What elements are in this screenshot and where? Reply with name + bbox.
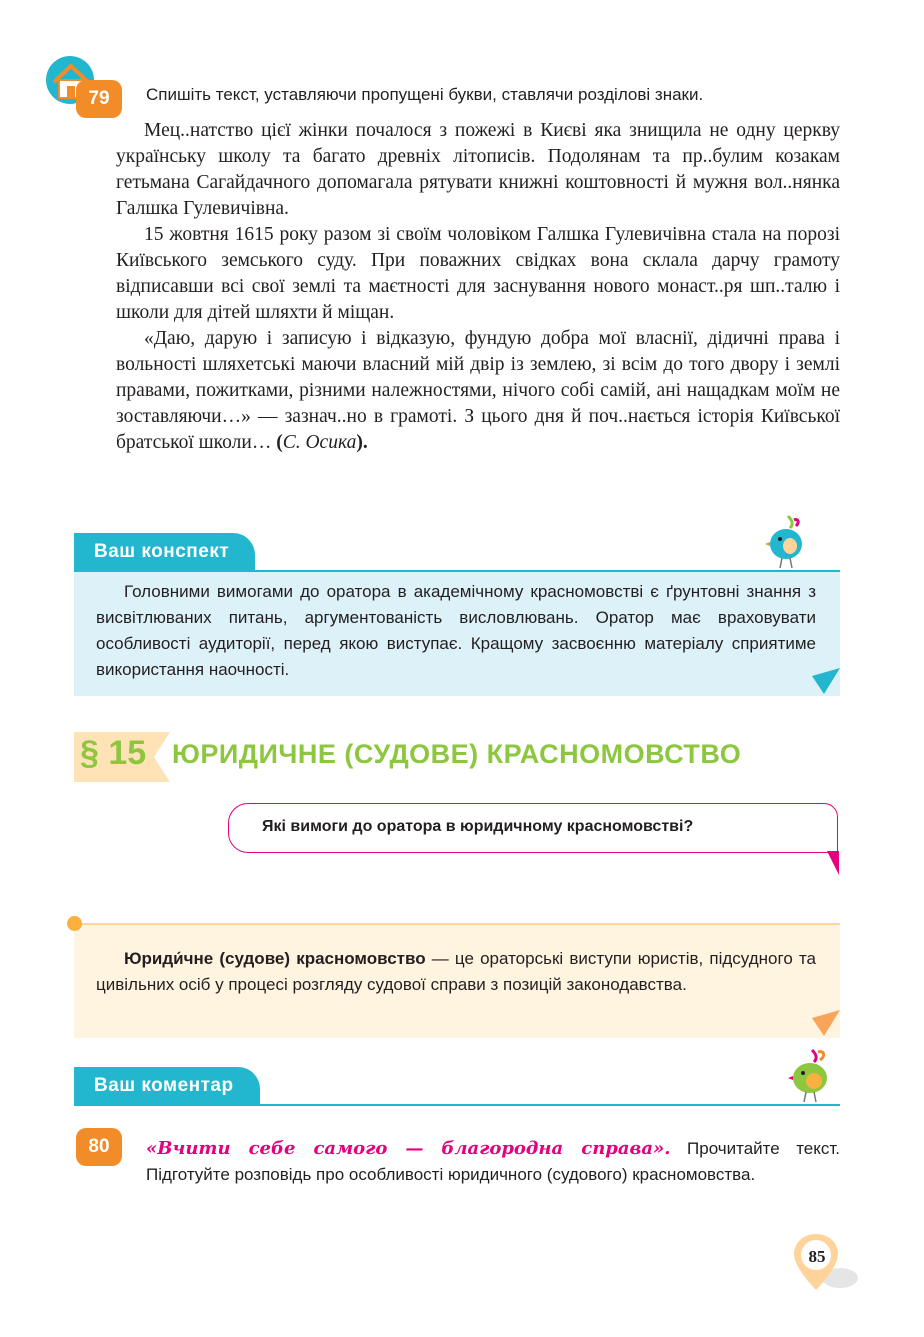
section-number: § 15 xyxy=(80,734,147,772)
komentar-line xyxy=(74,1104,840,1106)
exercise-task xyxy=(146,1136,840,1188)
question-text: Які вимоги до оратора в юридичному красномовстві? xyxy=(262,818,694,835)
corner-fold xyxy=(812,1010,840,1036)
definition-term: Юриди́чне (судове) красномовство xyxy=(124,949,426,968)
page-number: 85 xyxy=(808,1247,826,1266)
konspekt-text xyxy=(96,579,816,683)
source-close: ). xyxy=(356,432,368,453)
exercise-task: Спишіть текст, уставляючи пропущені букви, ставлячи розділові знаки. xyxy=(146,85,704,104)
exercise-quote: «Вчити себе самого — благородна справа». xyxy=(146,1138,671,1159)
section-title: ЮРИДИЧНЕ (СУДОВЕ) КРАСНОМОВСТВО xyxy=(172,739,742,769)
exercise-instructions: Прочитайте текст. Підготуйте розповідь про особливості юридичного (судового) красномовства. xyxy=(146,1139,841,1184)
komentar-tab: Ваш коментар xyxy=(74,1067,260,1105)
text-paragraph: Мец..натство цієї жінки почалося з пожежі в Києві яка знищила не одну церкву українську школу та багато древніх літописів. Подолянам та пр..булим козакам гетьмана Сагайдачного допомагала рятувати книжні коштовності й мужня вол..нянка Галшка Гулевичівна. xyxy=(116,120,840,219)
source-open: ( xyxy=(271,432,283,453)
source-author: С. Осика xyxy=(282,432,357,453)
quote-text: «Даю, дарую і записую і відказую, фундую добра мої власнії, дідичні права і вольності шляхетські маючи власний мій двір із землею, зі всім до того двору і землі правами, пожитками, різними належностями, нічого собі самій, ані нащадкам моїм не зоставляючи…» — зазнач..но в грамоті. З цього дня й поч..нається історія Київської братської школи… xyxy=(116,328,840,453)
konspekt-tab: Ваш конспект xyxy=(74,533,255,571)
definition-text xyxy=(96,946,816,998)
exercise-number-badge: 79 xyxy=(76,80,122,118)
bird-icon xyxy=(764,512,808,570)
definition-body: — це ораторські виступи юристів, підсудного та цивільних осіб у процесі розгляду судової справи з позицій законодавства. xyxy=(96,949,816,994)
bird-icon xyxy=(786,1046,836,1104)
exercise-number-badge: 80 xyxy=(76,1128,122,1166)
bubble-tail xyxy=(827,851,839,875)
corner-fold xyxy=(812,668,840,694)
konspekt-paragraph: Головними вимогами до оратора в академічному красномовстві є ґрунтовні знання з висвітлюваних питань, аргументованість висловлювань. Оратор має враховувати особливості аудиторії, перед якою виступає. Кращому засвоєнню матеріалу сприятиме використання наочності. xyxy=(96,582,816,679)
exercise-text xyxy=(116,118,840,456)
text-paragraph: 15 жовтня 1615 року разом зі своїм чоловіком Галшка Гулевичівна стала на порозі Київського земського суду. При поважних свідках вона склала дарчу грамоту відписавши всі свої землі та маєтності для заснування нового монаст..ря шп..талю і школи для дітей шляхти й міщан. xyxy=(116,224,840,323)
text-paragraph xyxy=(116,326,840,456)
definition-dot xyxy=(67,916,82,931)
definition-paragraph xyxy=(96,946,816,998)
